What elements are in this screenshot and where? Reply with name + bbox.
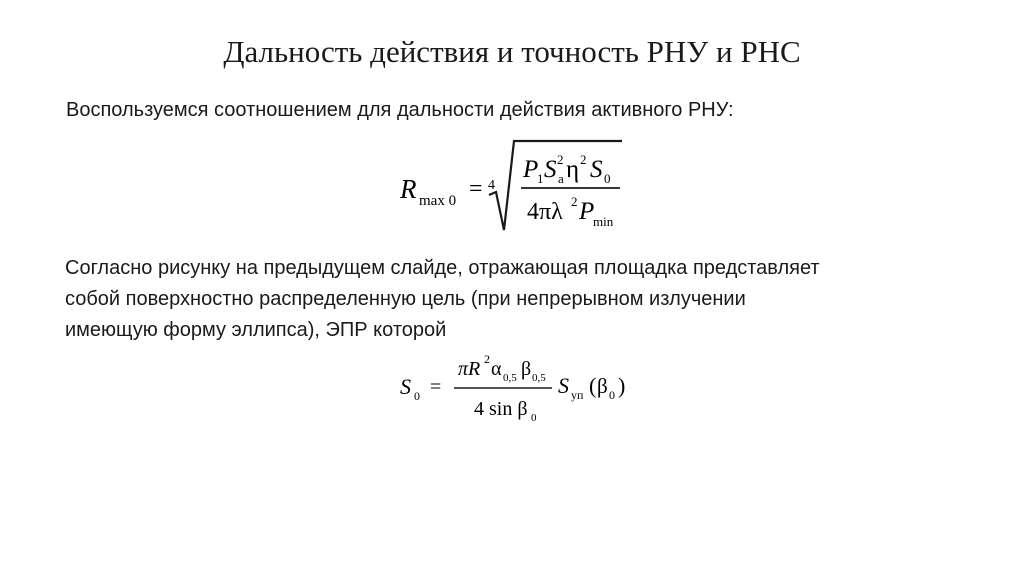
den-lambda-sup: 2 xyxy=(571,194,578,209)
den-coef: 4πλ xyxy=(527,199,563,225)
epr-factor-s: S xyxy=(558,373,569,398)
epr-num-alpha-sub: 0,5 xyxy=(503,372,517,384)
range-lhs-symbol: R xyxy=(400,174,417,204)
range-formula-graphic xyxy=(400,135,622,235)
range-formula xyxy=(400,135,622,235)
epr-num-beta: β xyxy=(521,358,532,380)
paragraph-line: собой поверхностно распределенную цель (при непрерывном излучении xyxy=(65,288,746,310)
epr-lhs-symbol: S xyxy=(400,374,411,399)
num-s0: S xyxy=(590,156,603,183)
num-s: S xyxy=(544,156,557,183)
den-p: P xyxy=(579,198,595,225)
num-p: P xyxy=(523,156,539,183)
epr-formula xyxy=(396,350,644,430)
range-equals-sign: = xyxy=(469,176,483,202)
paragraph-line: имеющую форму эллипса), ЭПР которой xyxy=(65,319,447,341)
lead-text: Воспользуемся соотношением для дальности действия активного РНУ: xyxy=(66,99,734,121)
num-eta-sup: 2 xyxy=(580,152,587,167)
epr-factor-beta-sub: 0 xyxy=(609,388,615,402)
epr-factor-open: ( xyxy=(589,373,597,398)
slide-title: Дальность действия и точность РНУ и РНС xyxy=(223,34,801,69)
num-eta: η xyxy=(566,156,580,183)
num-s-sub: a xyxy=(558,171,564,186)
num-s-sup: 2 xyxy=(557,152,564,167)
epr-formula-graphic xyxy=(396,350,644,430)
epr-den-text: 4 sin β xyxy=(474,398,528,420)
epr-factor-beta: β xyxy=(597,374,608,398)
epr-num-pi-r: πR xyxy=(458,358,481,380)
epr-equals-sign: = xyxy=(430,376,442,398)
epr-num-beta-sub: 0,5 xyxy=(532,372,546,384)
num-p-sub: 1 xyxy=(537,171,544,186)
num-s0-sub: 0 xyxy=(604,171,611,186)
epr-lhs-subscript: 0 xyxy=(414,389,420,403)
epr-factor-close: ) xyxy=(618,373,626,398)
den-p-sub: min xyxy=(593,214,614,229)
epr-factor-s-sub: уп xyxy=(571,388,584,402)
body-paragraph xyxy=(65,253,965,346)
range-lhs-subscript: max 0 xyxy=(419,193,457,209)
epr-num-r-sup: 2 xyxy=(484,352,490,366)
epr-den-sub: 0 xyxy=(531,412,537,424)
root-index: 4 xyxy=(488,178,495,193)
paragraph-line: Согласно рисунку на предыдущем слайде, отражающая площадка представляет xyxy=(65,257,820,279)
epr-num-alpha: α xyxy=(491,358,502,380)
